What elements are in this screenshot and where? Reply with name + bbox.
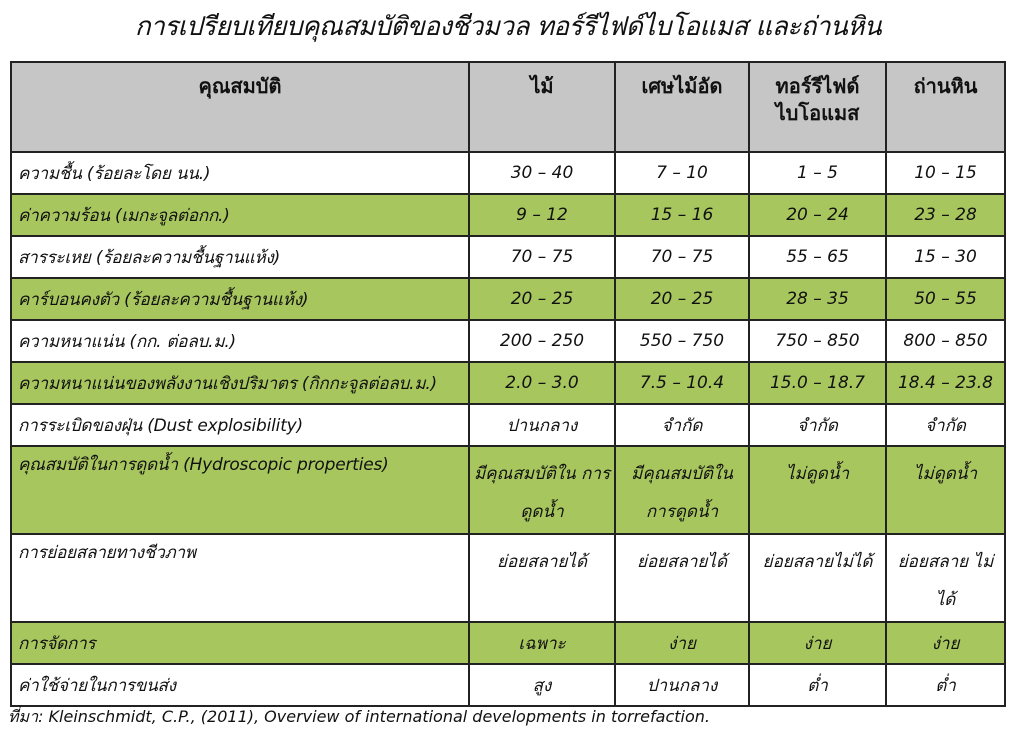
cell-wood: ปานกลาง	[469, 404, 615, 446]
cell-torrefied: จำกัด	[749, 404, 886, 446]
cell-torrefied: 28 – 35	[749, 278, 886, 320]
cell-coal: จำกัด	[886, 404, 1005, 446]
header-coal: ถ่านหิน	[886, 62, 1005, 152]
cell-coal: ต่ำ	[886, 664, 1005, 706]
cell-coal: ย่อยสลาย ไม่ได้	[886, 534, 1005, 622]
header-scrap: เศษไม้อัด	[615, 62, 749, 152]
cell-property: ค่าใช้จ่ายในการขนส่ง	[11, 664, 469, 706]
cell-wood: สูง	[469, 664, 615, 706]
cell-torrefied: ไม่ดูดน้ำ	[749, 446, 886, 534]
page-title: การเปรียบเทียบคุณสมบัติของชีวมวล ทอร์รีไฟด์ไบโอแมส และถ่านหิน	[134, 12, 882, 42]
cell-wood: 20 – 25	[469, 278, 615, 320]
comparison-table	[10, 61, 1006, 707]
table-row	[11, 534, 1005, 622]
cell-coal: 18.4 – 23.8	[886, 362, 1005, 404]
cell-torrefied: 750 – 850	[749, 320, 886, 362]
cell-coal: 800 – 850	[886, 320, 1005, 362]
cell-torrefied: 1 – 5	[749, 152, 886, 194]
cell-property: การจัดการ	[11, 622, 469, 664]
cell-torrefied: 55 – 65	[749, 236, 886, 278]
cell-property: การระเบิดของฝุ่น (Dust explosibility)	[11, 404, 469, 446]
cell-torrefied: 20 – 24	[749, 194, 886, 236]
cell-wood: ย่อยสลายได้	[469, 534, 615, 622]
cell-scrap: ปานกลาง	[615, 664, 749, 706]
cell-property: ความหนาแน่นของพลังงานเชิงปริมาตร (กิกกะจูลต่อลบ.ม.)	[11, 362, 469, 404]
cell-torrefied: ต่ำ	[749, 664, 886, 706]
cell-coal: 10 – 15	[886, 152, 1005, 194]
cell-property: การย่อยสลายทางชีวภาพ	[11, 534, 469, 622]
cell-scrap: 70 – 75	[615, 236, 749, 278]
source-citation: ที่มา: Kleinschmidt, C.P., (2011), Overview of international developments in torrefaction.	[8, 707, 710, 726]
cell-torrefied: ง่าย	[749, 622, 886, 664]
header-property: คุณสมบัติ	[11, 62, 469, 152]
cell-wood: 9 – 12	[469, 194, 615, 236]
cell-scrap: 550 – 750	[615, 320, 749, 362]
table-row	[11, 622, 1005, 664]
cell-coal: ไม่ดูดน้ำ	[886, 446, 1005, 534]
cell-scrap: 7 – 10	[615, 152, 749, 194]
cell-torrefied: 15.0 – 18.7	[749, 362, 886, 404]
cell-coal: ง่าย	[886, 622, 1005, 664]
cell-scrap: 15 – 16	[615, 194, 749, 236]
cell-coal: 23 – 28	[886, 194, 1005, 236]
table-row	[11, 446, 1005, 534]
cell-scrap: 20 – 25	[615, 278, 749, 320]
table-row	[11, 278, 1005, 320]
cell-coal: 50 – 55	[886, 278, 1005, 320]
header-wood: ไม้	[469, 62, 615, 152]
cell-property: ความชื้น (ร้อยละโดย นน.)	[11, 152, 469, 194]
table-row	[11, 362, 1005, 404]
header-torrefied: ทอร์รีไฟด์ ไบโอแมส	[749, 62, 886, 152]
cell-scrap: ง่าย	[615, 622, 749, 664]
cell-wood: 70 – 75	[469, 236, 615, 278]
cell-property: สารระเหย (ร้อยละความชื้นฐานแห้ง)	[11, 236, 469, 278]
table-row	[11, 664, 1005, 706]
table-row	[11, 194, 1005, 236]
cell-wood: 2.0 – 3.0	[469, 362, 615, 404]
table-row	[11, 404, 1005, 446]
cell-property: คุณสมบัติในการดูดน้ำ (Hydroscopic properties)	[11, 446, 469, 534]
cell-property: ค่าความร้อน (เมกะจูลต่อกก.)	[11, 194, 469, 236]
cell-wood: มีคุณสมบัติใน การดูดน้ำ	[469, 446, 615, 534]
table-row	[11, 236, 1005, 278]
cell-wood: 30 – 40	[469, 152, 615, 194]
cell-scrap: ย่อยสลายได้	[615, 534, 749, 622]
cell-property: คาร์บอนคงตัว (ร้อยละความชื้นฐานแห้ง)	[11, 278, 469, 320]
cell-property: ความหนาแน่น (กก. ต่อลบ.ม.)	[11, 320, 469, 362]
table-row	[11, 152, 1005, 194]
cell-scrap: จำกัด	[615, 404, 749, 446]
cell-torrefied: ย่อยสลายไม่ได้	[749, 534, 886, 622]
cell-wood: เฉพาะ	[469, 622, 615, 664]
table-row	[11, 320, 1005, 362]
cell-scrap: มีคุณสมบัติใน การดูดน้ำ	[615, 446, 749, 534]
cell-coal: 15 – 30	[886, 236, 1005, 278]
table-header-row	[11, 62, 1005, 152]
cell-scrap: 7.5 – 10.4	[615, 362, 749, 404]
cell-wood: 200 – 250	[469, 320, 615, 362]
